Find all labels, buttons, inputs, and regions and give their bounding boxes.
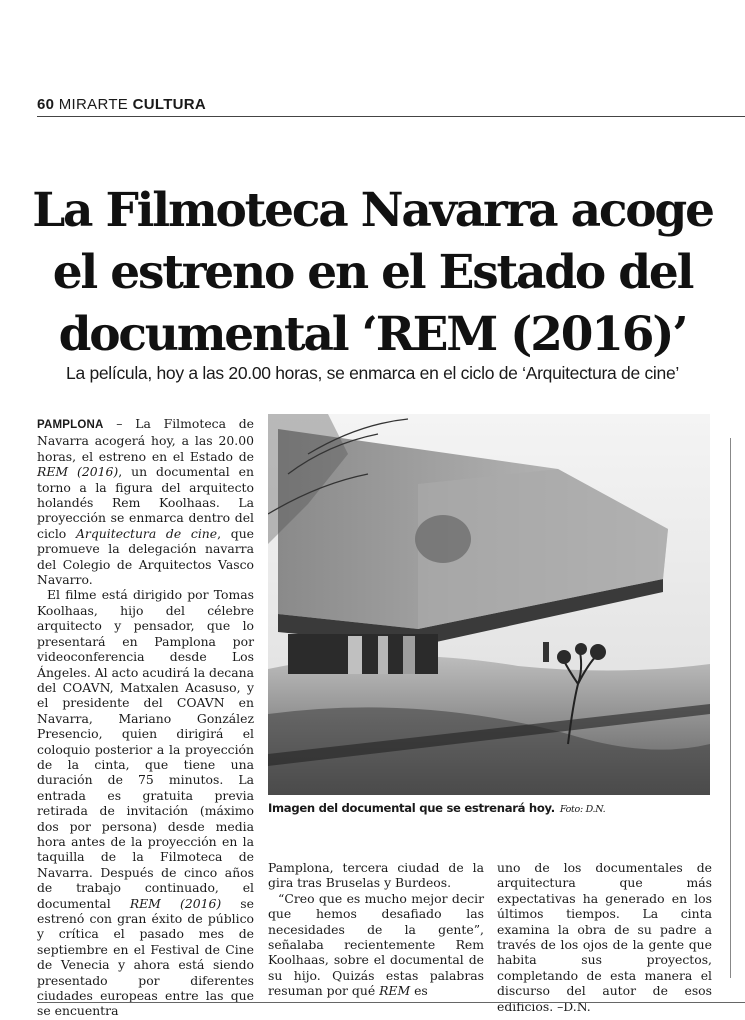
page-header bbox=[37, 96, 206, 113]
category-name: CULTURA bbox=[132, 96, 207, 113]
paragraph-1-text-b: , un documental en torno a la figura del arquitecto holandés Rem Koolhaas. La proyección se enmarca dentro del ciclo bbox=[37, 464, 254, 541]
paragraph-3 bbox=[268, 891, 484, 999]
caption-text: Imagen del documental que se estrenará hoy. bbox=[268, 801, 555, 815]
headline bbox=[20, 180, 725, 366]
signoff: –D.N. bbox=[553, 998, 591, 1014]
paragraph-2-text-a: El filme está dirigido por Tomas Koolhaas, hijo del célebre arquitecto y pensador, que lo presentará en Pamplona por videoconferencia desde Los Ángeles. Al acto acudirá la decana del COAVN, Matxalen Acasuso, y el presidente del COAVN en Navarra, Mariano González Presencio, quien dirigirá el coloquio posterior a la proyección de la cinta, que tiene una duración de 75 minutos. La entrada es gratuita previa retirada de invitación (máximo dos por persona) desde media hora antes de la proyección en la taquilla de la Filmoteca de Navarra. Después de cinco años de trabajo continuado, el documental bbox=[37, 587, 254, 911]
page-number: 60 bbox=[37, 96, 55, 113]
paragraph-2 bbox=[37, 587, 254, 1018]
paragraph-2-text-b: se estrenó con gran éxito de público y crítica el pasado mes de septiembre en el Festival de Cine de Venecia y ahora está siendo presentado por diferentes ciudades europeas entre las que se encuentra bbox=[37, 895, 254, 1019]
photo-credit: Foto: D.N. bbox=[559, 804, 606, 815]
subheadline: La película, hoy a las 20.00 horas, se enmarca en el ciclo de ‘Arquitectura de cine’ bbox=[66, 363, 679, 383]
section-name: MIRARTE bbox=[58, 96, 129, 113]
film-title: REM bbox=[379, 983, 411, 999]
film-title: REM (2016) bbox=[37, 464, 119, 480]
column-divider bbox=[730, 438, 731, 978]
documentary-photo bbox=[268, 414, 710, 795]
footer-divider bbox=[37, 1002, 745, 1003]
header-divider bbox=[37, 116, 745, 117]
paragraph-1-text-a: – La Filmoteca de Navarra acogerá hoy, a las 20.00 horas, el estreno en el Estado de bbox=[37, 416, 254, 464]
article-column-2 bbox=[268, 860, 484, 999]
photo-caption bbox=[268, 801, 718, 815]
paragraph-3-text-b: es bbox=[410, 983, 428, 999]
film-title: REM (2016) bbox=[129, 895, 222, 911]
dateline: PAMPLONA bbox=[37, 419, 104, 431]
paragraph-1-text-c: , que promueve la delegación navarra del Colegio de Arquitectos Vasco Navarro. bbox=[37, 525, 255, 588]
article-column-3 bbox=[497, 860, 712, 1014]
headline-line-1: La Filmoteca Navarra acoge bbox=[32, 183, 713, 238]
building-image bbox=[268, 414, 710, 795]
headline-line-3: documental ‘REM (2016)’ bbox=[58, 307, 687, 362]
paragraph-1 bbox=[37, 416, 254, 587]
paragraph-2-continued: Pamplona, tercera ciudad de la gira tras Bruselas y Burdeos. bbox=[268, 860, 484, 891]
paragraph-3-text-c: uno de los documentales de arquitectura que más expectativas ha generado en los últimos tiempos. La cinta examina la obra de su padre a través de los ojos de la gente que habita sus proyectos, completando de esta manera el discurso del autor de esos edificios. bbox=[497, 860, 712, 1014]
paragraph-3-text-a: “Creo que es mucho mejor decir que hemos desafiado las necesidades de la gente”, señalaba recientemente Rem Koolhaas, sobre el documental de su hijo. Quizás estas palabras resuman por qué bbox=[268, 890, 484, 999]
headline-line-2: el estreno en el Estado del bbox=[52, 245, 693, 300]
cycle-title: Arquitectura de cine bbox=[75, 525, 218, 541]
article-column-1 bbox=[37, 416, 254, 1019]
paragraph-3-continued bbox=[497, 860, 712, 1014]
